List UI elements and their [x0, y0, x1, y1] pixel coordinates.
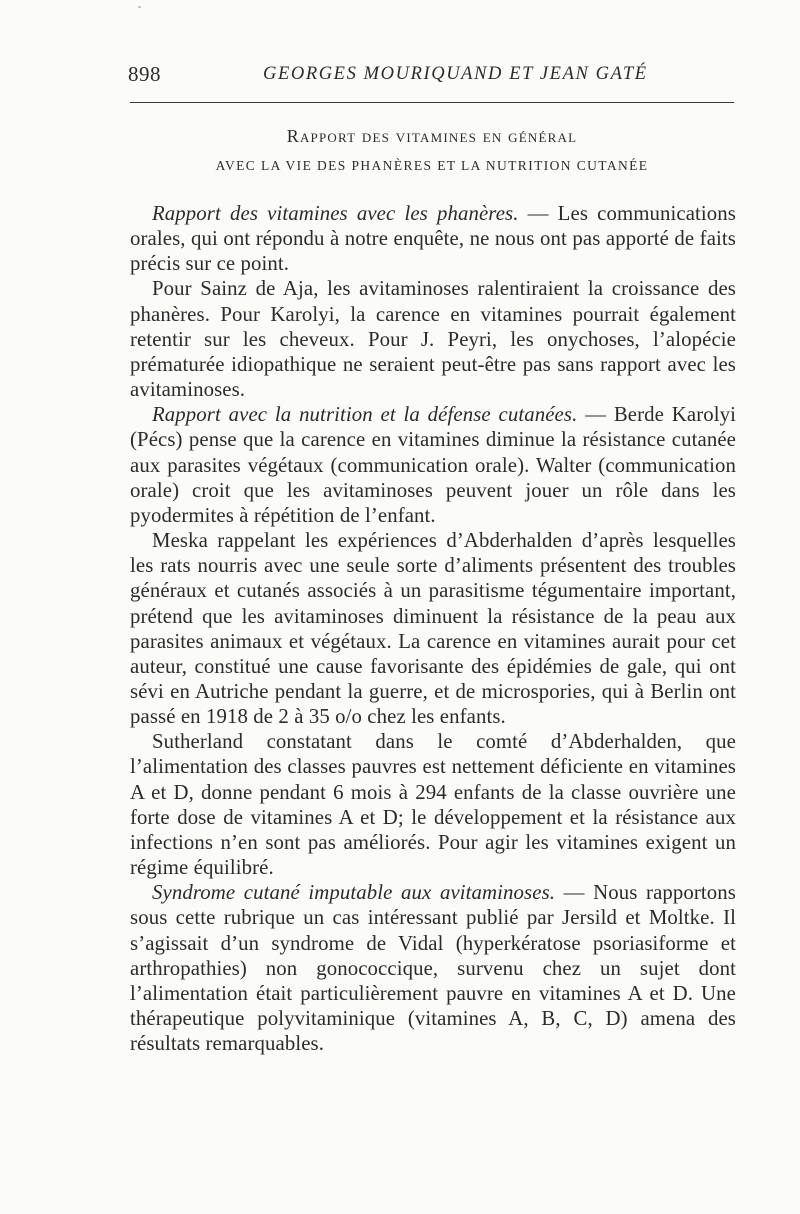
paragraph — [130, 729, 736, 880]
page-number: 898 — [128, 62, 161, 86]
page-header — [128, 62, 735, 92]
paragraph-lead: Rapport avec la nutrition et la défense cutanées. — [152, 403, 578, 427]
paragraph-lead: Rapport des vitamines avec les phanères. — [152, 202, 519, 225]
paragraph — [130, 276, 736, 402]
paragraph — [130, 880, 736, 1056]
paragraph-text: — Nous rapportons sous cette rubrique un cas intéressant publié par Jersild et Moltke. Il s’agissait d’un syndrome de Vidal (hyperkératose psoriasiforme et arthropathies) non gonococcique, survenu chez un sujet dont l’alimentation était particulièrement pauvre en vitamines A et D. Une thérapeutique polyvitaminique (vitamines A, B, C, D) amena des résultats remarquables. — [130, 881, 736, 1056]
section-title: Rapport des vitamines en général — [286, 126, 578, 146]
paragraph-text: — Les communications orales, qui ont répondu à notre enquête, ne nous ont pas apporté de faits précis sur ce point. — [130, 202, 736, 276]
paragraph — [130, 201, 736, 276]
body-text — [130, 201, 736, 1056]
paragraph — [130, 528, 736, 729]
paragraph-text: Sutherland constatant dans le comté d’Abderhalden, que l’alimentation des classes pauvres est nettement déficiente en vitamines A et D, donne pendant 6 mois à 294 enfants de la classe ouvrière une forte dose de vitamines A et D; le développement et la résistance aux infections n’en sont pas améliorés. Pour agir les vitamines exigent un régime équilibré. — [130, 730, 736, 880]
paragraph-text: — Berde Karolyi (Pécs) pense que la carence en vitamines diminue la résistance cutanée aux parasites végétaux (communication orale). Walter (communication orale) croit que les avitaminoses peuvent jouer un rôle dans les pyodermites à répétition de l’enfant. — [130, 403, 736, 527]
section-subtitle: AVEC LA VIE DES PHANÈRES ET LA NUTRITION CUTANÉE — [215, 158, 649, 173]
paragraph-text: Meska rappelant les expériences d’Abderhalden d’après lesquelles les rats nourris avec une seule sorte d’aliments présentent des troubles généraux et cutanés associés à un parasitisme tégumentaire important, prétend que les avitaminoses diminuent la résistance de la peau aux parasites animaux et végétaux. La carence en vitamines aurait pour cet auteur, constitué une cause favorisante des épidémies de gale, qui ont sévi en Autriche pendant la guerre, et de microspories, qui à Berlin ont passé en 1918 de 2 à 35 o/o chez les enfants. — [130, 529, 736, 729]
header-rule — [130, 102, 734, 103]
page-mark — [138, 6, 141, 8]
running-head: GEORGES MOURIQUAND ET JEAN GATÉ — [263, 64, 648, 84]
paragraph — [130, 402, 736, 528]
paragraph-text: Pour Sainz de Aja, les avitaminoses ralentiraient la croissance des phanères. Pour Karolyi, la carence en vitamines pourrait également retentir sur les cheveux. Pour J. Peyri, les onychoses, l’alopécie prématurée idiopathique ne seraient peut-être pas sans rapport avec les avitaminoses. — [130, 277, 736, 402]
paragraph-lead: Syndrome cutané imputable aux avitaminoses. — [152, 881, 556, 905]
